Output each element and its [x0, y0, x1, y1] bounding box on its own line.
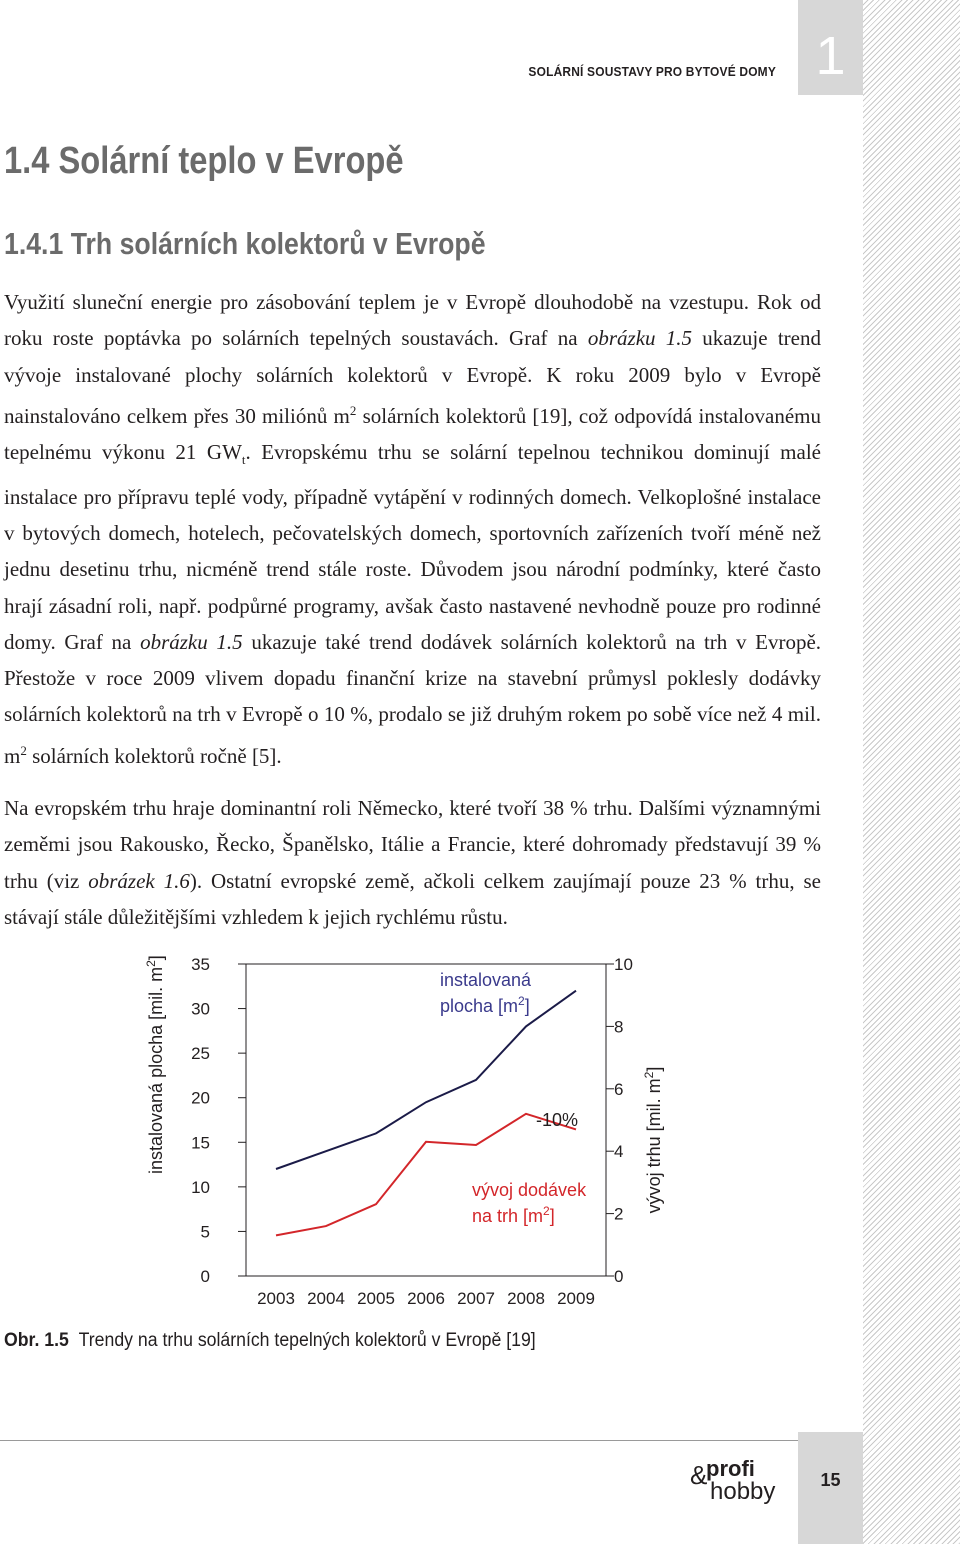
y-left-tick-label: 25	[191, 1044, 210, 1064]
x-axis-ticks	[257, 1289, 595, 1308]
left-axis-ticks	[191, 955, 246, 1286]
body-paragraph-2: Na evropském trhu hraje dominantní roli Německo, které tvoří 38 % trhu. Dalšími významnými zeměmi jsou Rakousko, Řecko, Španělsko, Itálie a Francie, které dohromady představují 39 % trhu (viz obrázek 1.6). Ostatní evropské země, ačkoli celkem zaujímají pouze 23 % trhu, se stávají stále důležitějšími vzhledem k jejich rychlému růstu.	[4, 796, 821, 929]
x-tick-label: 2004	[307, 1289, 345, 1308]
y-left-tick-label: 20	[191, 1088, 210, 1108]
y-left-tick-label: 15	[191, 1133, 210, 1153]
section-title: 1.4 Solární teplo v Evropě	[4, 140, 404, 182]
publisher-logo: & profi hobby	[690, 1456, 776, 1505]
x-tick-label: 2006	[407, 1289, 445, 1308]
y-left-tick-label: 10	[191, 1177, 210, 1197]
y-left-tick-label: 0	[200, 1267, 210, 1286]
figure-reference[interactable]: obrázek 1.6	[88, 868, 190, 893]
annotation-deliveries: vývoj dodávek	[472, 1180, 587, 1200]
x-tick-label: 2008	[507, 1289, 545, 1308]
chapter-number: 1	[815, 26, 846, 86]
right-axis-ticks	[606, 955, 633, 1286]
annotation-drop: -10%	[536, 1110, 579, 1130]
y-right-tick-label: 6	[614, 1079, 624, 1099]
y-right-tick-label: 4	[614, 1142, 624, 1162]
y-right-tick-label: 0	[614, 1267, 624, 1286]
body-paragraph-1: Využití sluneční energie pro zásobování teplem je v Evropě dlouhodobě na vzestupu. Rok od roku roste poptávka po solárních tepelných soustavách. Graf na obrázku 1.5 ukazuje trend vývoje instalované plochy solárních kolektorů v Evropě. K roku 2009 bylo v Evropě nainstalováno celkem přes 30 miliónů $m^2$ solárních kolektorů [19], což odpovídá instalovanému tepelnému výkonu 21 $GW_t$. Evropskému trhu se solární tepelnou technikou dominují malé instalace pro přípravu teplé vody, případně vytápění v rodinných domech. Velkoplošné instalace v bytových domech, hotelech, pečovatelských domech, sportovních zařízeních tvoří méně než jednu desetinu trhu, nicméně trend stále roste. Důvodem jsou národní podmínky, které často hrají zásadní roli, např. podpůrné programy, avšak často nastavené nevhodně pouze pro rodinné domy. Graf na obrázku 1.5 ukazuje také trend dodávek solárních kolektorů na trh v Evropě. Přestože v roce 2009 vlivem dopadu finanční krize na stavební průmysl poklesly dodávky solárních kolektorů na trh v Evropě o 10 %, prodalo se již druhým rokem po sobě více než 4 mil. $m^2$ solárních kolektorů ročně [5].	[4, 290, 822, 768]
y-left-tick-label: 35	[191, 955, 210, 974]
annotation-deliveries-unit: na trh $[m^2]$	[472, 1204, 555, 1226]
figure-caption: Obr. 1.5 Trendy na trhu solárních tepelných kolektorů v Evropě [19]	[4, 1330, 536, 1351]
y-left-axis-label: instalovaná plocha [mil. $m^2$]	[144, 955, 166, 1174]
chapter-tab	[798, 0, 863, 95]
footer-rule	[0, 1440, 798, 1441]
annotation-installed: instalovaná	[440, 970, 532, 990]
figure-reference[interactable]: obrázku 1.5	[587, 326, 693, 351]
figure-reference[interactable]: obrázku 1.5	[140, 629, 243, 654]
x-tick-label: 2003	[257, 1289, 295, 1308]
y-left-tick-label: 30	[191, 999, 210, 1019]
y-right-tick-label: 2	[614, 1204, 624, 1224]
x-tick-label: 2005	[357, 1289, 395, 1308]
annotation-installed-unit: plocha $[m^2]$	[440, 994, 530, 1016]
decorative-side-stripe	[863, 0, 960, 1544]
y-right-tick-label: 8	[614, 1017, 624, 1037]
y-right-tick-label: 10	[614, 955, 633, 974]
y-left-tick-label: 5	[200, 1222, 210, 1242]
x-tick-label: 2007	[457, 1289, 495, 1308]
running-header: SOLÁRNÍ SOUSTAVY PRO BYTOVÉ DOMY	[528, 64, 776, 79]
market-trend-chart	[0, 944, 720, 1324]
y-right-axis-label: vývoj trhu [mil. $m^2$]	[642, 1066, 664, 1214]
page-number: 15	[820, 1470, 841, 1490]
subsection-title: 1.4.1 Trh solárních kolektorů v Evropě	[4, 226, 486, 261]
x-tick-label: 2009	[557, 1289, 595, 1308]
